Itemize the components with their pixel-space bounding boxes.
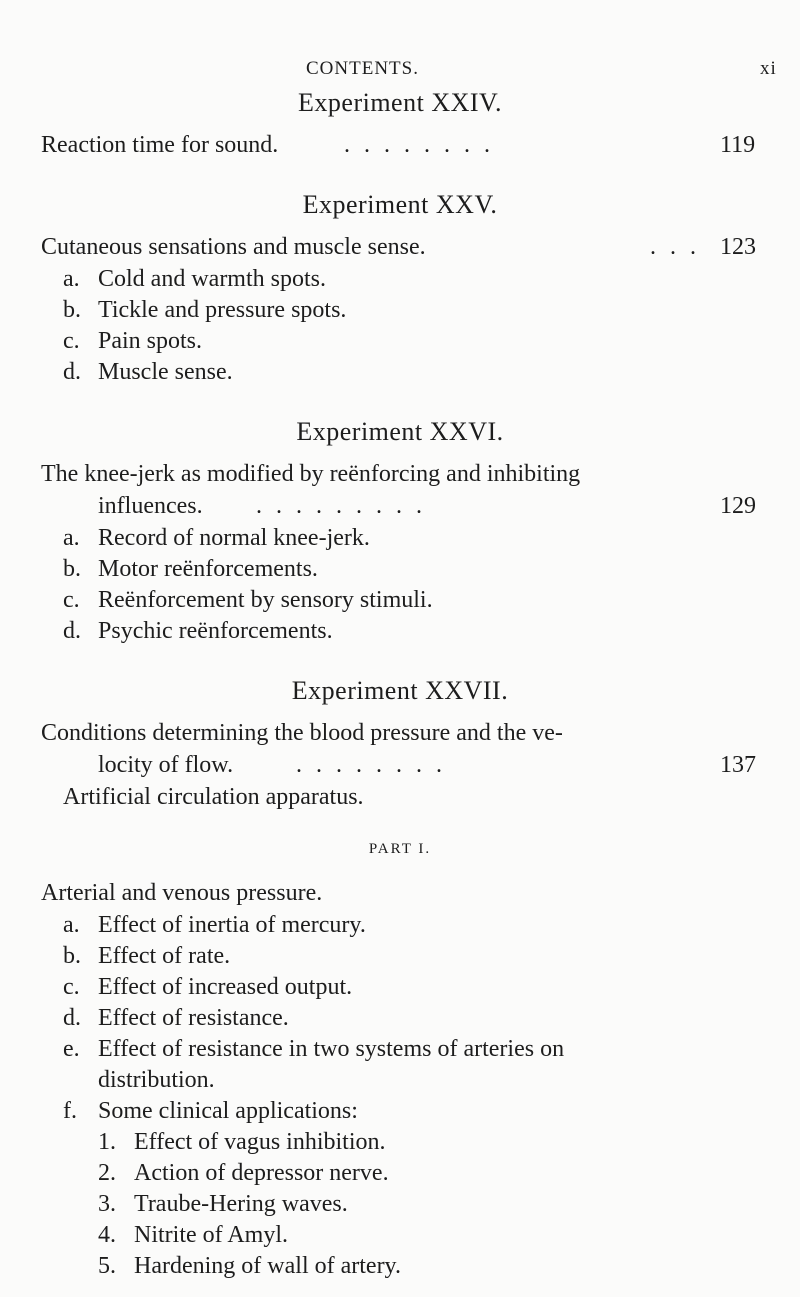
experiment-xxvi-heading: Experiment XXVI. — [296, 417, 504, 446]
toc-entry-cutaneous[interactable]: Cutaneous sensations and muscle sense. — [41, 234, 426, 260]
list-item: Effect of rate. — [98, 943, 231, 969]
list-item: Reënforcement by sensory stimuli. — [98, 587, 433, 613]
list-letter: d. — [63, 1005, 81, 1031]
list-item: Some clinical applications: — [98, 1098, 358, 1124]
list-item: Effect of increased output. — [98, 974, 353, 1000]
list-item: Effect of vagus inhibition. — [134, 1129, 386, 1155]
list-number: 2. — [98, 1160, 116, 1186]
list-number: 1. — [98, 1129, 116, 1155]
list-letter: b. — [63, 297, 81, 323]
dot-leader: ... — [650, 234, 710, 260]
list-item: Pain spots. — [98, 328, 203, 354]
list-number: 4. — [98, 1222, 116, 1248]
list-letter: a. — [63, 525, 80, 551]
list-letter: d. — [63, 618, 81, 644]
list-item: Effect of resistance. — [98, 1005, 289, 1031]
list-item-continuation: distribution. — [98, 1067, 215, 1093]
toc-entry-knee-jerk[interactable]: The knee-jerk as modified by reënforcing and inhibiting — [41, 461, 581, 487]
list-number: 5. — [98, 1253, 116, 1279]
list-item: Psychic reënforcements. — [98, 618, 333, 644]
list-letter: b. — [63, 943, 81, 969]
toc-subentry: Artificial circulation apparatus. — [63, 784, 364, 810]
dot-leader: ......... — [256, 493, 436, 519]
page-ref: 137 — [720, 752, 756, 778]
list-item: Effect of inertia of mercury. — [98, 912, 366, 938]
list-item: Effect of resistance in two systems of arteries on — [98, 1036, 565, 1062]
list-number: 3. — [98, 1191, 116, 1217]
dot-leader: ........ — [296, 752, 456, 778]
page-ref: 119 — [720, 132, 756, 158]
toc-entry-continuation: locity of flow. — [98, 752, 234, 778]
list-item: Action of depressor nerve. — [134, 1160, 389, 1186]
list-letter: d. — [63, 359, 81, 385]
list-letter: a. — [63, 912, 80, 938]
list-item: Motor reënforcements. — [98, 556, 318, 582]
list-item: Cold and warmth spots. — [98, 266, 326, 292]
page-ref: 123 — [720, 234, 756, 260]
page-ref: 129 — [720, 493, 756, 519]
toc-entry-continuation: influences. — [98, 493, 203, 519]
list-item: Traube-Hering waves. — [134, 1191, 348, 1217]
list-item: Muscle sense. — [98, 359, 233, 385]
list-letter: c. — [63, 974, 80, 1000]
experiment-xxiv-heading: Experiment XXIV. — [298, 88, 502, 117]
toc-entry-arterial: Arterial and venous pressure. — [41, 880, 323, 906]
list-item: Nitrite of Amyl. — [134, 1222, 288, 1248]
list-letter: b. — [63, 556, 81, 582]
list-item: Hardening of wall of artery. — [134, 1253, 401, 1279]
toc-entry-blood-pressure[interactable]: Conditions determining the blood pressure and the ve- — [41, 720, 563, 746]
running-header: CONTENTS. — [306, 58, 419, 79]
list-letter: c. — [63, 328, 80, 354]
list-letter: c. — [63, 587, 80, 613]
experiment-xxv-heading: Experiment XXV. — [302, 190, 498, 219]
toc-entry-reaction-time[interactable]: Reaction time for sound. — [41, 132, 279, 158]
part-heading: PART I. — [368, 841, 432, 857]
list-letter: f. — [63, 1098, 77, 1124]
list-item: Tickle and pressure spots. — [98, 297, 347, 323]
list-letter: a. — [63, 266, 80, 292]
dot-leader: ........ — [344, 132, 504, 158]
list-item: Record of normal knee-jerk. — [98, 525, 370, 551]
experiment-xxvii-heading: Experiment XXVII. — [291, 676, 509, 705]
list-letter: e. — [63, 1036, 80, 1062]
page-number: xi — [760, 58, 777, 79]
